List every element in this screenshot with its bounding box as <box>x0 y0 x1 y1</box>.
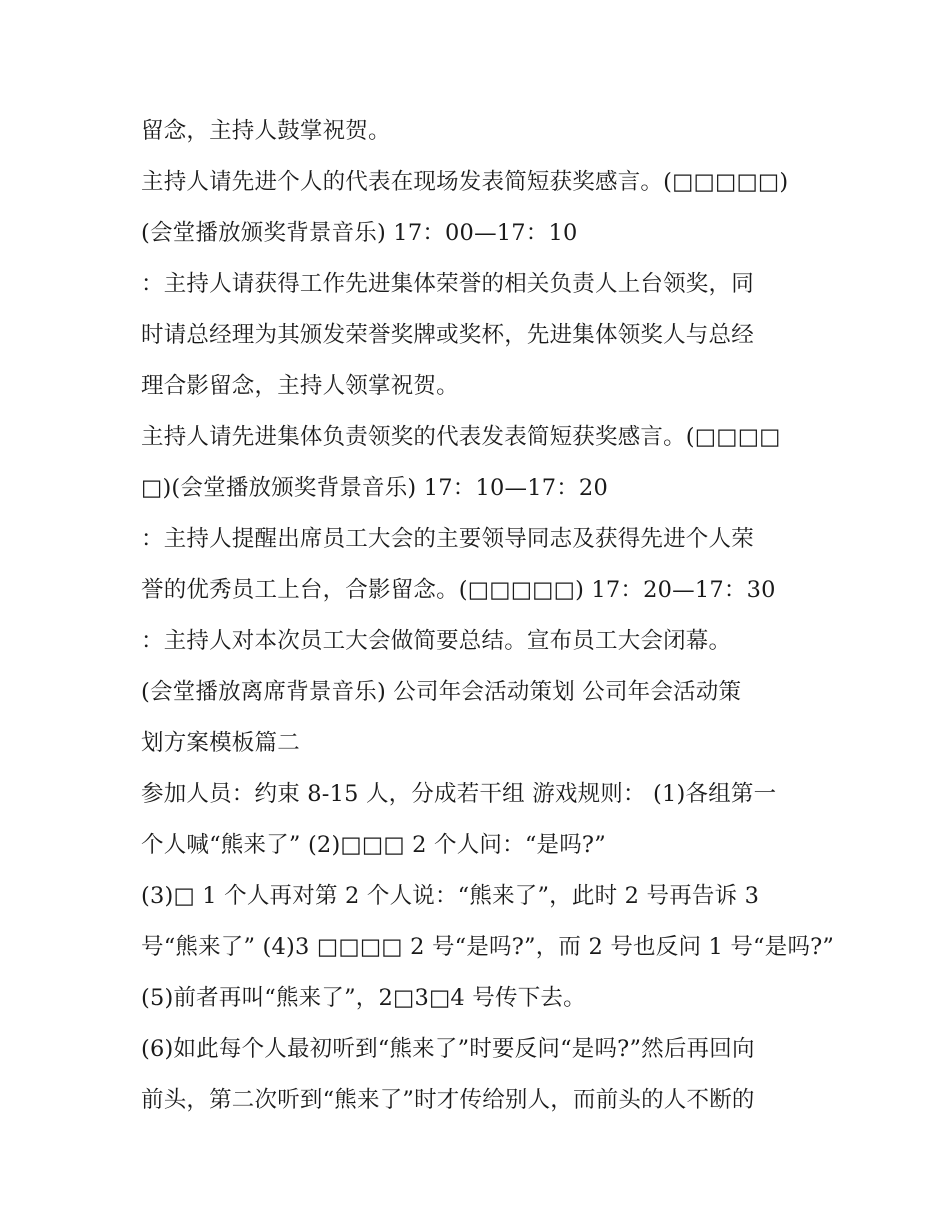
text-line: 理合影留念，主持人领掌祝贺。 <box>141 373 459 399</box>
text-line: 个人喊“熊来了” (2)□□□ 2 个人问：“是吗?” <box>141 832 606 858</box>
text-line: 前头，第二次听到“熊来了”时才传给别人，而前头的人不断的 <box>141 1087 755 1113</box>
text-line: 主持人请先进个人的代表在现场发表简短获奖感言。(□□□□□) <box>141 169 789 195</box>
text-line: (5)前者再叫“熊来了”，2□3□4 号传下去。 <box>141 985 586 1011</box>
text-line: (会堂播放离席背景音乐) 公司年会活动策划 公司年会活动策 <box>141 679 742 705</box>
text-line: (会堂播放颁奖背景音乐) 17：00—17：10 <box>141 220 578 246</box>
text-line: ：主持人请获得工作先进集体荣誉的相关负责人上台领奖，同 <box>141 271 754 297</box>
text-line: 主持人请先进集体负责领奖的代表发表简短获奖感言。(□□□□ <box>141 424 781 450</box>
body-text <box>141 106 835 1126</box>
text-line: ：主持人提醒出席员工大会的主要领导同志及获得先进个人荣 <box>141 526 754 552</box>
text-line: 誉的优秀员工上台，合影留念。(□□□□□) 17：20—17：30 <box>141 577 776 603</box>
text-line: 时请总经理为其颁发荣誉奖牌或奖杯，先进集体领奖人与总经 <box>141 322 754 348</box>
text-line: (3)□ 1 个人再对第 2 个人说：“熊来了”，此时 2 号再告诉 3 <box>141 883 760 909</box>
text-line: ：主持人对本次员工大会做简要总结。宣布员工大会闭幕。 <box>141 628 732 654</box>
text-line: 留念，主持人鼓掌祝贺。 <box>141 118 391 144</box>
text-line: 参加人员：约束 8-15 人，分成若干组 游戏规则： (1)各组第一 <box>141 781 777 807</box>
text-line: 号“熊来了” (4)3 □□□□ 2 号“是吗?”，而 2 号也反问 1 号“是吗?” <box>141 934 835 960</box>
text-line: 划方案模板篇二 <box>141 730 300 756</box>
text-line: (6)如此每个人最初听到“熊来了”时要反问“是吗?”然后再回向 <box>141 1036 755 1062</box>
text-line: □)(会堂播放颁奖背景音乐) 17：10—17：20 <box>141 475 608 501</box>
